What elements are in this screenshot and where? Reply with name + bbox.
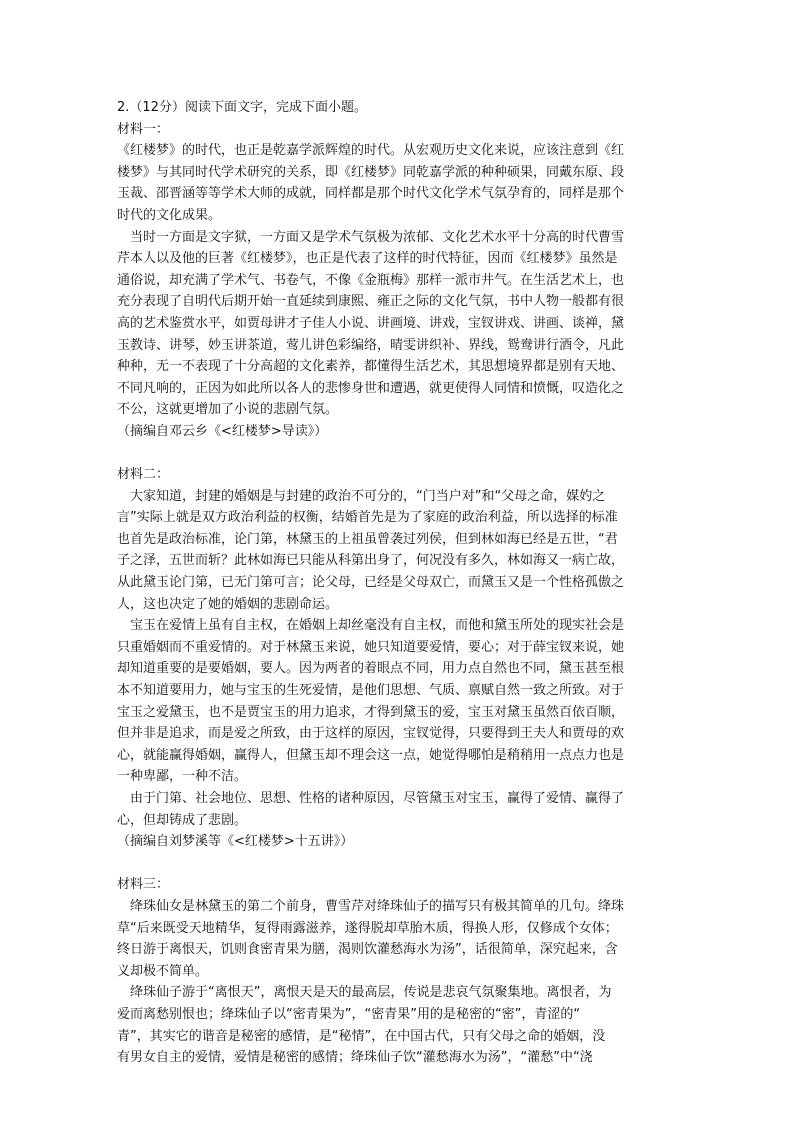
paragraph-line: 本不知道要用力，她与宝玉的生死爱情，是他们思想、气质、禀赋自然一致之所致。对于: [117, 683, 625, 699]
paragraph-line: 终日游于离恨天，饥则食密青果为膳，渴则饮灌愁海水为汤”，话很简单，深究起来，含: [117, 942, 618, 958]
paragraph-line: 子之泽，五世而斩？此林如海已只能从科第出身了，何况没有多久，林如海又一病亡故，: [117, 553, 625, 569]
paragraph-line: 也首先是政治标准，论门第，林黛玉的上祖虽曾袭过列侯，但到林如海已经是五世，“君: [117, 531, 618, 547]
paragraph-line: 绛珠仙女是林黛玉的第二个前身，曹雪芹对绛珠仙子的描写只有极其简单的几句。绛珠: [130, 898, 625, 914]
paragraph-line: 有男女自主的爱情，爱情是秘密的感情；绛珠仙子饮“灌愁海水为汤”，“灌愁”中“浇: [117, 1050, 593, 1066]
paragraph-line: 却知道重要的是要婚姻，要人。因为两者的着眼点不同，用力点自然也不同，黛玉甚至根: [117, 661, 625, 677]
paragraph-line: 宝玉在爱情上虽有自主权，在婚姻上却丝毫没有自主权，而他和黛玉所处的现实社会是: [130, 618, 625, 634]
paragraph-line: 心，就能赢得婚姻，赢得人，但黛玉却不理会这一点，她觉得哪怕是稍稍用一点点力也是: [117, 747, 625, 763]
paragraph-line: 玉裁、邵晋涵等等学术大师的成就，同样都是那个时代文化学术气氛孕育的，同样是那个: [117, 186, 625, 202]
paragraph-line: 时代的文化成果。: [117, 207, 222, 223]
material-label: 材料一：: [117, 121, 170, 137]
paragraph-line: 青”，其实它的谐音是秘密的感情，是“秘情”，在中国古代，只有父母之命的婚姻，没: [117, 1028, 606, 1044]
paragraph-line: 大家知道，封建的婚姻是与封建的政治不可分的，“门当户对”和“父母之命，媒妁之: [130, 488, 606, 504]
material-section: [117, 119, 673, 443]
material-label: 材料二：: [117, 467, 170, 483]
paragraph-line: 心，但却铸成了悲剧。: [117, 812, 248, 828]
material-source: （摘编自邓云乡《<红楼梦>导读》）: [117, 423, 328, 439]
document-page: [117, 97, 673, 1069]
material-paragraph: [117, 140, 673, 226]
material-paragraph: [117, 896, 673, 982]
paragraph-line: 《红楼梦》的时代，也正是乾嘉学派辉煌的时代。从宏观历史文化来说，应该注意到《红: [117, 143, 625, 159]
paragraph-line: 楼梦》与其同时代学术研究的关系，即《红楼梦》同乾嘉学派的种种硕果，同戴东原、段: [117, 164, 625, 180]
material-paragraph: [117, 615, 673, 788]
paragraph-line: 只重婚姻而不重爱情的。对于林黛玉来说，她只知道要爱情，要心；对于薛宝钗来说，她: [117, 639, 625, 655]
paragraph-line: 当时一方面是文字狱，一方面又是学术气氛极为浓郁、文化艺术水平十分高的时代曹雪: [130, 229, 625, 245]
material-paragraph: [117, 227, 673, 421]
material-section: [117, 874, 673, 1068]
paragraph-line: 由于门第、社会地位、思想、性格的诸种原因，尽管黛玉对宝玉，赢得了爱情、赢得了: [130, 791, 625, 806]
section-spacer: [117, 443, 673, 465]
paragraph-line: 爱而离愁别恨也；绛珠仙子以“密青果为”，“密青果”用的是秘密的“密”，青涩的“: [117, 1006, 581, 1022]
paragraph-line: 草“后来既受天地精华，复得雨露滋养，遂得脱却草胎木质，得换人形，仅修成个女体；: [117, 920, 618, 936]
material-paragraph: [117, 486, 673, 616]
material-section: [117, 464, 673, 853]
paragraph-line: 芹本人以及他的巨著《红楼梦》，也正是代表了这样的时代特征，因而《红楼梦》虽然是: [117, 251, 618, 267]
materials-container: [117, 119, 673, 1069]
material-paragraph: [117, 982, 673, 1068]
paragraph-line: 从此黛玉论门第，已无门第可言；论父母，已经是父母双亡，而黛玉又是一个性格孤傲之: [117, 575, 625, 591]
paragraph-line: 人，这也决定了她的婚姻的悲剧命运。: [117, 596, 339, 612]
paragraph-line: 高的艺术鉴赏水平，如贾母讲才子佳人小说、讲画境、讲戏，宝钗讲戏、讲画、谈禅，黛: [117, 315, 625, 331]
paragraph-line: 一种卑鄙，一种不洁。: [117, 769, 248, 785]
paragraph-line: 不同凡响的，正因为如此所以各人的悲惨身世和遭遇，就更使得人同情和愤慨，叹造化之: [117, 380, 625, 396]
paragraph-line: 但并非是追求，而是爱之所致，由于这样的原因，宝钗觉得，只要得到王夫人和贾母的欢: [117, 726, 625, 742]
question-header: 2.（12分）阅读下面文字，完成下面小题。: [117, 100, 367, 115]
paragraph-line: 义却极不简单。: [117, 963, 209, 979]
paragraph-line: 通俗说，却充满了学术气、书卷气，不像《金瓶梅》那样一派市井气。在生活艺术上，也: [117, 272, 625, 288]
paragraph-line: 种种，无一不表现了十分高超的文化素养，都懂得生活艺术，其思想境界都是别有天地、: [117, 359, 625, 375]
section-spacer: [117, 853, 673, 875]
material-paragraph: [117, 788, 673, 831]
paragraph-line: 绛珠仙子游于“离恨天”，离恨天是天的最高层，传说是悲哀气氛聚集地。离恨者，为: [130, 985, 612, 1001]
paragraph-line: 充分表现了自明代后期开始一直延续到康熙、雍正之际的文化气氛，书中人物一般都有很: [117, 294, 625, 310]
paragraph-line: 言”实际上就是双方政治利益的权衡，结婚首先是为了家庭的政治利益，所以选择的标准: [117, 510, 618, 526]
paragraph-line: 不公，这就更增加了小说的悲剧气氛。: [117, 402, 339, 418]
material-source: （摘编自刘梦溪等《<红楼梦>十五讲》）: [117, 834, 354, 850]
paragraph-line: 宝玉之爱黛玉，也不是贾宝玉的用力追求，才得到黛玉的爱，宝玉对黛玉虽然百依百顺，: [117, 704, 625, 720]
material-label: 材料三：: [117, 877, 170, 893]
paragraph-line: 玉教诗、讲琴，妙玉讲茶道，莺儿讲色彩编络，晴雯讲织补、界线，鸳鸯讲行酒令，凡此: [117, 337, 625, 353]
